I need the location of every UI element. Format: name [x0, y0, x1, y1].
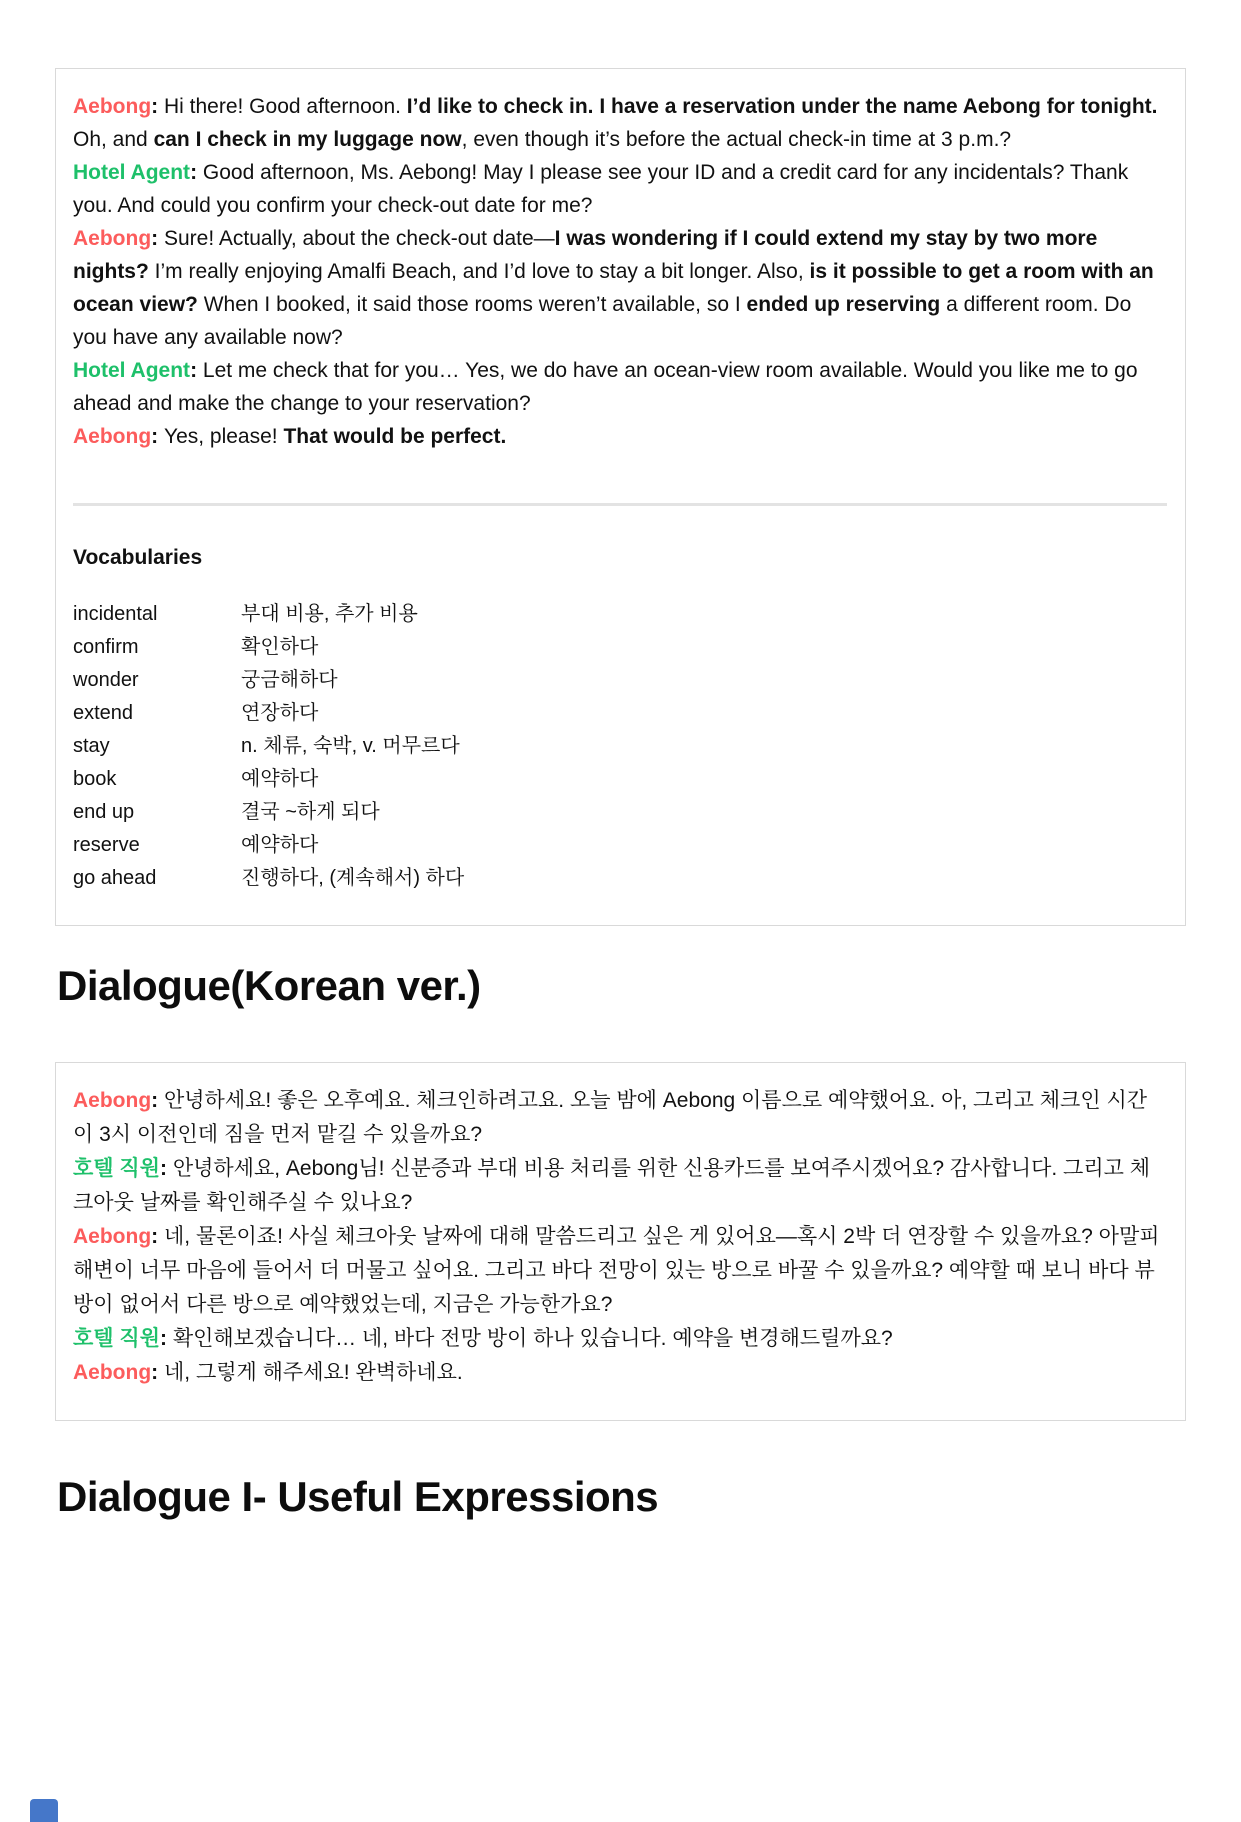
vocab-korean-meaning: n. 체류, 숙박, v. 머무르다	[241, 735, 460, 757]
vocab-row	[73, 763, 1167, 796]
speaker-colon: :	[190, 161, 203, 184]
vocab-english-word: book	[73, 768, 117, 790]
dialogue-line	[73, 1322, 1167, 1356]
dialogue-text: Good afternoon, Ms. Aebong! May I please see your ID and a credit card for any incidentals? Thank you. And could you confirm your check-out date for me?	[73, 161, 1129, 217]
speaker-name: Hotel Agent	[73, 359, 191, 382]
vocab-english-word: incidental	[73, 603, 158, 625]
vocab-row	[73, 664, 1167, 697]
dialogue-line	[73, 1356, 1167, 1390]
english-dialogue-box	[55, 68, 1186, 926]
vocab-row	[73, 796, 1167, 829]
speaker-colon: :	[151, 1225, 164, 1248]
dialogue-text-bold: ended up reserving	[746, 293, 941, 316]
vocab-row	[73, 829, 1167, 862]
speaker-name: Hotel Agent	[73, 161, 191, 184]
vocab-korean-meaning: 진행하다, (계속해서) 하다	[241, 867, 465, 889]
speaker-name: 호텔 직원	[73, 1327, 160, 1350]
vocabulary-list	[73, 598, 1167, 895]
speaker-colon: :	[190, 359, 203, 382]
vocab-english-word: confirm	[73, 636, 139, 658]
vocab-english-word: go ahead	[73, 867, 157, 889]
dialogue-line	[73, 354, 1167, 420]
speaker-name: Aebong	[73, 95, 152, 118]
korean-dialogue-box	[55, 1062, 1186, 1421]
vocab-english-word: wonder	[73, 669, 139, 691]
dialogue-text: Yes, please!	[163, 425, 284, 448]
vocabularies-title: Vocabularies	[73, 546, 203, 569]
vocab-english-word: end up	[73, 801, 135, 823]
dialogue-line	[73, 156, 1167, 222]
dialogue-line	[73, 1084, 1167, 1152]
dialogue-text: 확인해보겠습니다… 네, 바다 전망 방이 하나 있습니다. 예약을 변경해드릴까요?	[172, 1327, 893, 1350]
vocab-korean-meaning: 예약하다	[241, 834, 319, 856]
dialogue-line	[73, 90, 1167, 156]
speaker-colon: :	[151, 95, 164, 118]
useful-expressions-heading: Dialogue I- Useful Expressions	[57, 1473, 659, 1520]
speaker-name: Aebong	[73, 1361, 152, 1384]
speaker-name: Aebong	[73, 227, 152, 250]
speaker-colon: :	[159, 1327, 173, 1350]
section-divider	[73, 503, 1167, 506]
dialogue-text: , even though it’s before the actual check-in time at 3 p.m.?	[461, 128, 1012, 151]
vocab-korean-meaning: 결국 ~하게 되다	[241, 801, 380, 823]
dialogue-text: 네, 그렇게 해주세요! 완벽하네요.	[163, 1361, 463, 1384]
dialogue-line	[73, 1220, 1167, 1322]
english-dialogue	[73, 90, 1167, 453]
dialogue-text: Sure! Actually, about the check-out date—	[163, 227, 555, 250]
vocab-korean-meaning: 부대 비용, 추가 비용	[241, 603, 418, 625]
speaker-colon: :	[159, 1157, 173, 1180]
dialogue-text-bold: That would be perfect.	[283, 425, 507, 448]
dialogue-line	[73, 1152, 1167, 1220]
dialogue-text: I’m really enjoying Amalfi Beach, and I’d love to stay a bit longer. Also,	[148, 260, 810, 283]
dialogue-text-bold: I’d like to check in. I have a reservation under the name Aebong for tonight.	[406, 95, 1158, 118]
vocab-english-word: reserve	[73, 834, 140, 856]
dialogue-line	[73, 222, 1167, 354]
vocab-english-word: stay	[73, 735, 110, 757]
speaker-name: Aebong	[73, 425, 152, 448]
dialogue-text-bold: is it possible to get a room with an ocean view?	[73, 260, 1154, 316]
dialogue-line	[73, 420, 1167, 453]
dialogue-text: Oh, and	[73, 128, 154, 151]
dialogue-text-bold: can I check in my luggage now	[153, 128, 462, 151]
speaker-name: Aebong	[73, 1089, 152, 1112]
vocab-korean-meaning: 확인하다	[241, 636, 319, 658]
korean-dialogue	[73, 1084, 1167, 1390]
dialogue-text: 네, 물론이죠! 사실 체크아웃 날짜에 대해 말씀드리고 싶은 게 있어요—혹시 2박 더 연장할 수 있을까요? 아말피 해변이 너무 마음에 들어서 더 머물고 싶어요. 그리고 바다 전망이 있는 방으로 바꿀 수 있을까요? 예약할 때 보니 바다 뷰 방이 없어서 다른 방으로 예약했었는데, 지금은 가능한가요?	[73, 1225, 1160, 1316]
vocab-korean-meaning: 연장하다	[241, 702, 319, 724]
vocab-english-word: extend	[73, 702, 134, 724]
speaker-name: Aebong	[73, 1225, 152, 1248]
speaker-name: 호텔 직원	[73, 1157, 160, 1180]
speaker-colon: :	[151, 227, 164, 250]
speaker-colon: :	[151, 1361, 164, 1384]
speaker-colon: :	[151, 425, 164, 448]
dialogue-text: Hi there! Good afternoon.	[163, 95, 407, 118]
dialogue-text: 안녕하세요, Aebong님! 신분증과 부대 비용 처리를 위한 신용카드를 보여주시겠어요? 감사합니다. 그리고 체크아웃 날짜를 확인해주실 수 있나요?	[73, 1157, 1151, 1214]
vocab-row	[73, 598, 1167, 631]
korean-version-heading: Dialogue(Korean ver.)	[57, 962, 481, 1009]
dialogue-text: 안녕하세요! 좋은 오후예요. 체크인하려고요. 오늘 밤에 Aebong 이름으로 예약했어요. 아, 그리고 체크인 시간이 3시 이전인데 짐을 먼저 맡길 수 있을까요?	[73, 1089, 1148, 1146]
vocab-row	[73, 730, 1167, 763]
cutoff-blue-element	[30, 1799, 58, 1822]
dialogue-text: When I booked, it said those rooms weren’t available, so I	[197, 293, 747, 316]
vocab-row	[73, 862, 1167, 895]
dialogue-text: a different room. Do you have any available now?	[73, 293, 1132, 349]
dialogue-text-bold: I was wondering if I could extend my stay by two more nights?	[73, 227, 1098, 283]
vocab-row	[73, 697, 1167, 730]
dialogue-text: Let me check that for you… Yes, we do have an ocean-view room available. Would you like me to go ahead and make the change to your reservation?	[73, 359, 1138, 415]
vocab-korean-meaning: 예약하다	[241, 768, 319, 790]
vocab-korean-meaning: 궁금해하다	[241, 669, 338, 691]
vocab-row	[73, 631, 1167, 664]
speaker-colon: :	[151, 1089, 164, 1112]
